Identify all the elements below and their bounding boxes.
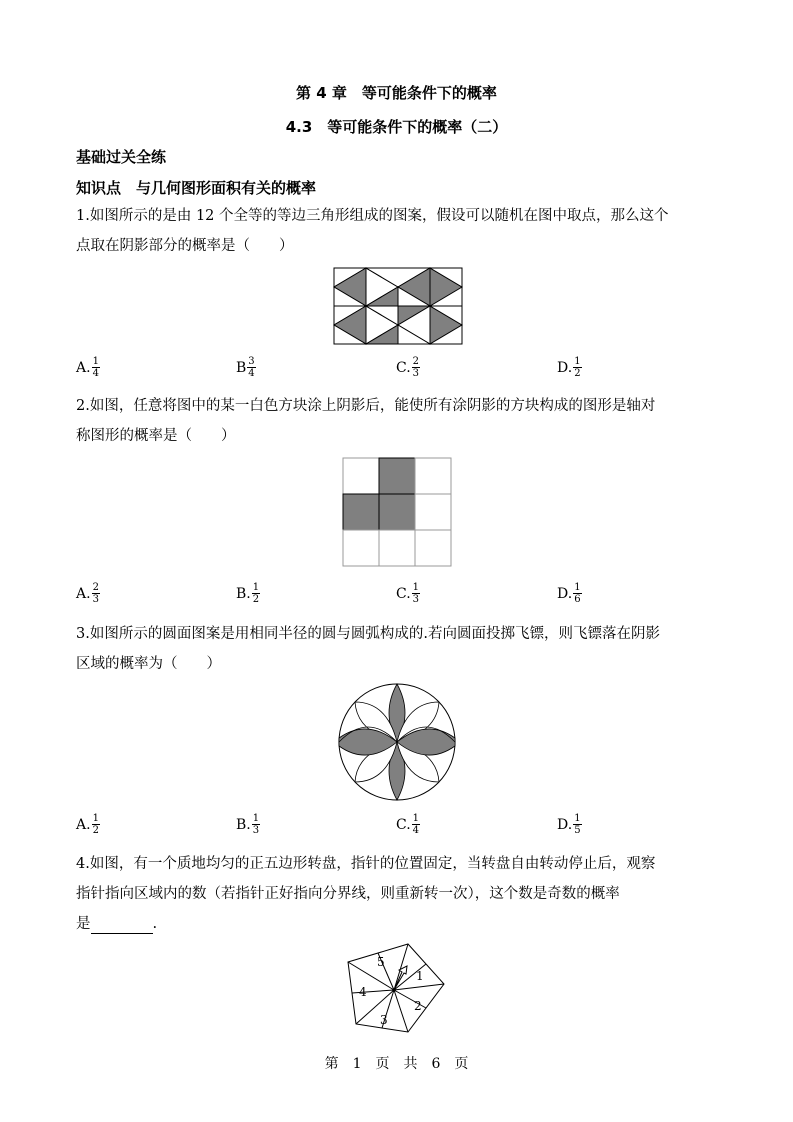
q2-option-c[interactable]: C. $\frac{1}{3}$ <box>396 582 420 605</box>
q1-text-line1: 1.如图所示的是由 12 个全等的等边三角形组成的图案，假设可以随机在图中取点，那么这个 <box>76 208 669 224</box>
q2-text-line2: 称图形的概率是（ ） <box>76 428 236 444</box>
page-footer: 第 1 页 共 6 页 <box>324 1056 469 1072</box>
q1-triangle-figure <box>334 268 464 344</box>
q3-text-line1: 3.如图所示的圆面图案是用相同半径的圆与圆弧构成的.若向圆面投掷飞镖，则飞镖落在阴影 <box>76 626 660 642</box>
q1-option-a[interactable]: A. $\frac{1}{4}$ <box>76 356 99 379</box>
q1-option-c[interactable]: C. $\frac{2}{3}$ <box>396 356 420 379</box>
q3-option-b[interactable]: B. $\frac{1}{3}$ <box>236 813 260 836</box>
chapter-title: 第 4 章 等可能条件下的概率 <box>296 84 497 102</box>
q3-circle-figure <box>337 682 457 802</box>
spinner-number: 1 <box>416 969 424 983</box>
q2-text-line1: 2.如图，任意将图中的某一白色方块涂上阴影后，能使所有涂阴影的方块构成的图形是轴对 <box>76 398 656 414</box>
q2-option-b[interactable]: B. $\frac{1}{2}$ <box>236 582 260 605</box>
q4-text-line1: 4.如图，有一个质地均匀的正五边形转盘，指针的位置固定，当转盘自由转动停止后，观察 <box>76 856 656 872</box>
q3-option-a[interactable]: A. $\frac{1}{2}$ <box>76 813 99 836</box>
q4-text-line2: 指针指向区域内的数（若指针正好指向分界线，则重新转一次），这个数是奇数的概率 <box>76 886 620 902</box>
part-heading: 基础过关全练 <box>76 148 167 166</box>
q2-grid-figure <box>343 458 451 566</box>
q2-option-d[interactable]: D. $\frac{1}{6}$ <box>557 582 581 605</box>
q1-text-line2: 点取在阴影部分的概率是（ ） <box>76 238 294 254</box>
q4-spinner-figure <box>344 940 448 1044</box>
spinner-number: 2 <box>414 999 422 1013</box>
q4-text-line3: 是 . <box>76 916 158 932</box>
q1-option-b[interactable]: B $\frac{3}{4}$ <box>236 356 255 379</box>
section-title: 4.3 等可能条件下的概率（二） <box>285 118 508 136</box>
q3-option-d[interactable]: D. $\frac{1}{5}$ <box>557 813 581 836</box>
q3-text-line2: 区域的概率为（ ） <box>76 656 221 672</box>
spinner-number: 5 <box>377 955 385 969</box>
spinner-number: 4 <box>359 985 367 999</box>
q2-option-a[interactable]: A. $\frac{2}{3}$ <box>76 582 99 605</box>
spinner-number: 3 <box>380 1013 388 1027</box>
answer-blank[interactable] <box>91 919 153 934</box>
q3-option-c[interactable]: C. $\frac{1}{4}$ <box>396 813 420 836</box>
topic-heading: 知识点 与几何图形面积有关的概率 <box>76 179 317 197</box>
q1-option-d[interactable]: D. $\frac{1}{2}$ <box>557 356 581 379</box>
